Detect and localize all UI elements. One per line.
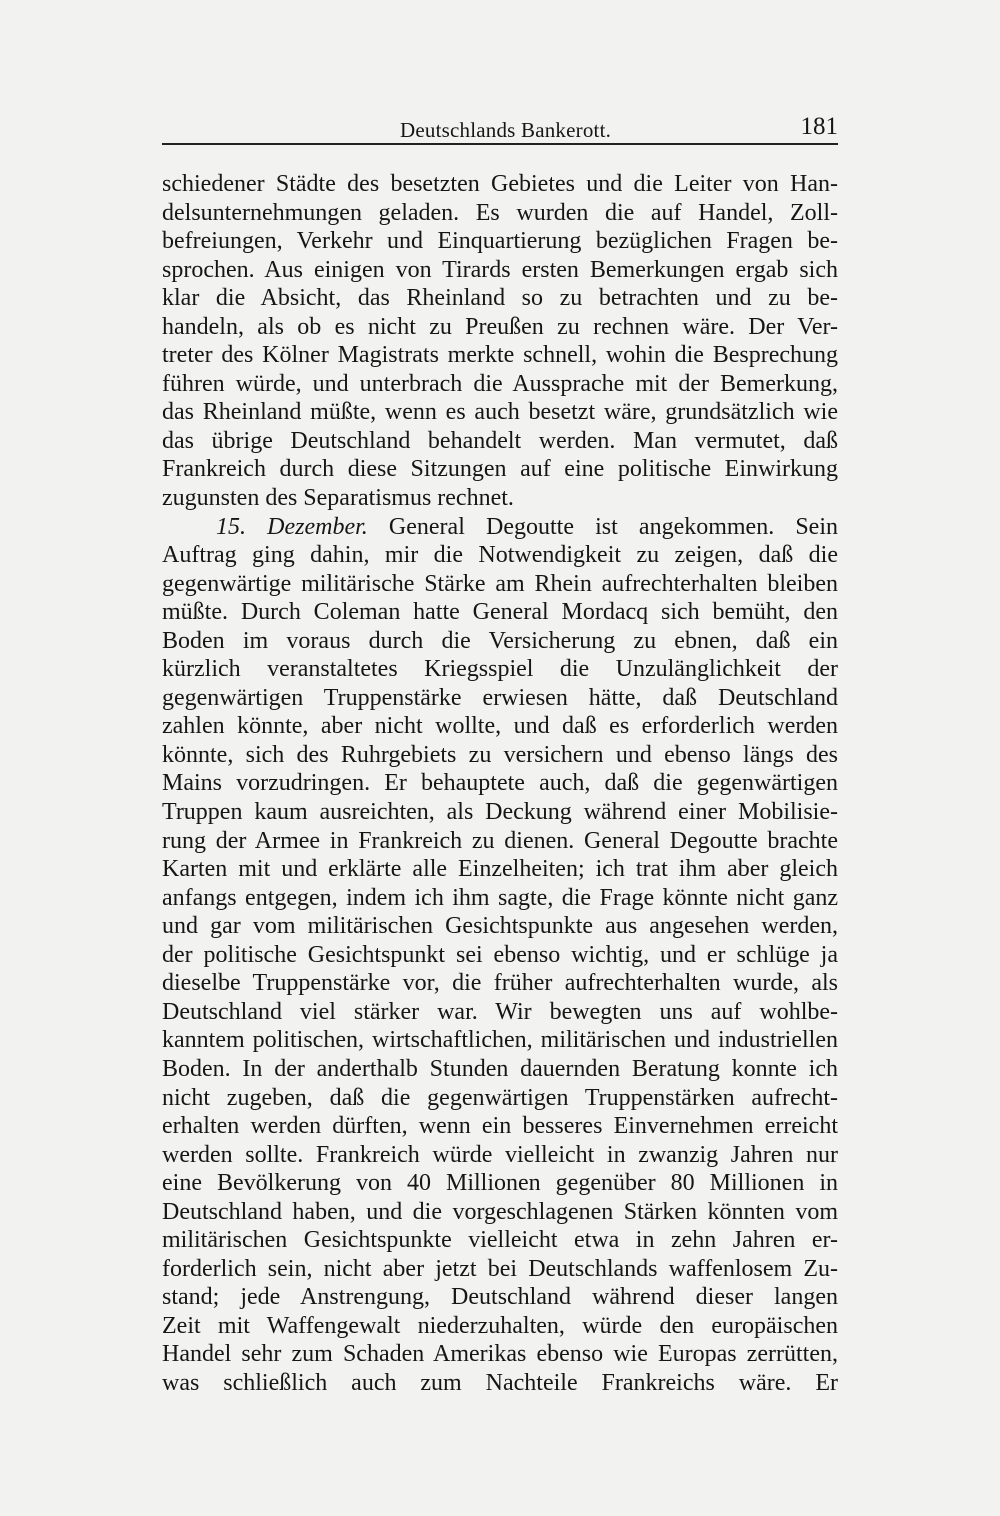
text-line: erhalten werden dürften, wenn ein besseres Einvernehmen erreicht [162, 1113, 838, 1140]
text-line: forderlich sein, nicht aber jetzt bei Deutschlands waffenlosem Zu- [162, 1255, 838, 1282]
text-line: gegenwärtigen Truppenstärke erwiesen hätte, daß Deutschland [162, 684, 838, 711]
text-line: dieselbe Truppenstärke vor, die früher aufrechterhalten wurde, als [162, 970, 838, 997]
text-line: müßte. Durch Coleman hatte General Mordacq sich bemüht, den [162, 599, 838, 626]
text-line: eine Bevölkerung von 40 Millionen gegenüber 80 Millionen in [162, 1170, 838, 1197]
body-text [162, 170, 838, 1398]
text-line: führen würde, und unterbrach die Aussprache mit der Bemerkung, [162, 370, 838, 397]
header-rule [162, 143, 838, 145]
text-line: Truppen kaum ausreichten, als Deckung während einer Mobilisie- [162, 799, 838, 826]
text-line: Deutschland viel stärker war. Wir bewegten uns auf wohlbe- [162, 998, 838, 1025]
page-header [162, 110, 838, 146]
text-line: sprochen. Aus einigen von Tirards ersten Bemerkungen ergab sich [162, 256, 838, 283]
text-line: militärischen Gesichtspunkte vielleicht etwa in zehn Jahren er- [162, 1227, 838, 1254]
text-line: Frankreich durch diese Sitzungen auf eine politische Einwirkung [162, 456, 838, 483]
text-line: zahlen könnte, aber nicht wollte, und daß es erforderlich werden [162, 713, 838, 740]
text-line: kanntem politischen, wirtschaftlichen, militärischen und industriellen [162, 1027, 838, 1054]
text-line: rung der Armee in Frankreich zu dienen. General Degoutte brachte [162, 827, 838, 854]
text-line: Mains vorzudringen. Er behauptete auch, daß die gegenwärtigen [162, 770, 838, 797]
text-line: der politische Gesichtspunkt sei ebenso wichtig, und er schlüge ja [162, 941, 838, 968]
text-line: kürzlich veranstaltetes Kriegsspiel die Unzulänglichkeit der [162, 656, 838, 683]
text-line: Handel sehr zum Schaden Amerikas ebenso wie Europas zerrütten, [162, 1341, 838, 1368]
text-line: Boden im voraus durch die Versicherung zu ebnen, daß ein [162, 627, 838, 654]
text-line: delsunternehmungen geladen. Es wurden die auf Handel, Zoll- [162, 199, 838, 226]
text-line: klar die Absicht, das Rheinland so zu betrachten und zu be- [162, 285, 838, 312]
text-line: handeln, als ob es nicht zu Preußen zu rechnen wäre. Der Ver- [162, 313, 838, 340]
text-line: stand; jede Anstrengung, Deutschland während dieser langen [162, 1284, 838, 1311]
text-line: Deutschland haben, und die vorgeschlagenen Stärken könnten vom [162, 1198, 838, 1225]
text-line: könnte, sich des Ruhrgebiets zu versichern und ebenso längs des [162, 741, 838, 768]
text-line: schiedener Städte des besetzten Gebietes und die Leiter von Han- [162, 171, 838, 197]
text-line: Auftrag ging dahin, mir die Notwendigkeit zu zeigen, daß die [162, 542, 838, 569]
text-line: Zeit mit Waffengewalt niederzuhalten, würde den europäischen [162, 1312, 838, 1339]
text-line: was schließlich auch zum Nachteile Frankreichs wäre. Er [162, 1369, 838, 1396]
page-number: 181 [800, 113, 838, 140]
text-line: gegenwärtige militärische Stärke am Rhein aufrechterhalten bleiben [162, 570, 838, 597]
date-label: 15. Dezember. [216, 513, 368, 540]
running-title: Deutschlands Bankerott. [400, 118, 612, 142]
text-line: nicht zugeben, daß die gegenwärtigen Truppenstärken aufrecht- [162, 1084, 838, 1111]
text-line-first [162, 513, 838, 542]
text-line: werden sollte. Frankreich würde vielleicht in zwanzig Jahren nur [162, 1141, 838, 1168]
text-line: anfangs entgegen, indem ich ihm sagte, die Frage könnte nicht ganz [162, 884, 838, 911]
text-line: treter des Kölner Magistrats merkte schnell, wohin die Besprechung [162, 342, 838, 369]
text-line: zugunsten des Separatismus rechnet. [162, 485, 514, 512]
paragraph-2 [162, 513, 838, 1398]
paragraph-1 [162, 170, 838, 513]
text-line: Boden. In der anderthalb Stunden dauernden Beratung konnte ich [162, 1055, 838, 1082]
first-line-rest: General Degoutte ist angekommen. Sein [367, 513, 839, 540]
text-line: befreiungen, Verkehr und Einquartierung bezüglichen Fragen be- [162, 228, 838, 255]
text-line: das Rheinland müßte, wenn es auch besetzt wäre, grundsätzlich wie [162, 399, 838, 426]
text-line: Karten mit und erklärte alle Einzelheiten; ich trat ihm aber gleich [162, 856, 838, 883]
text-line: das übrige Deutschland behandelt werden. Man vermutet, daß [162, 427, 838, 454]
text-line: und gar vom militärischen Gesichtspunkte aus angesehen werden, [162, 913, 838, 940]
